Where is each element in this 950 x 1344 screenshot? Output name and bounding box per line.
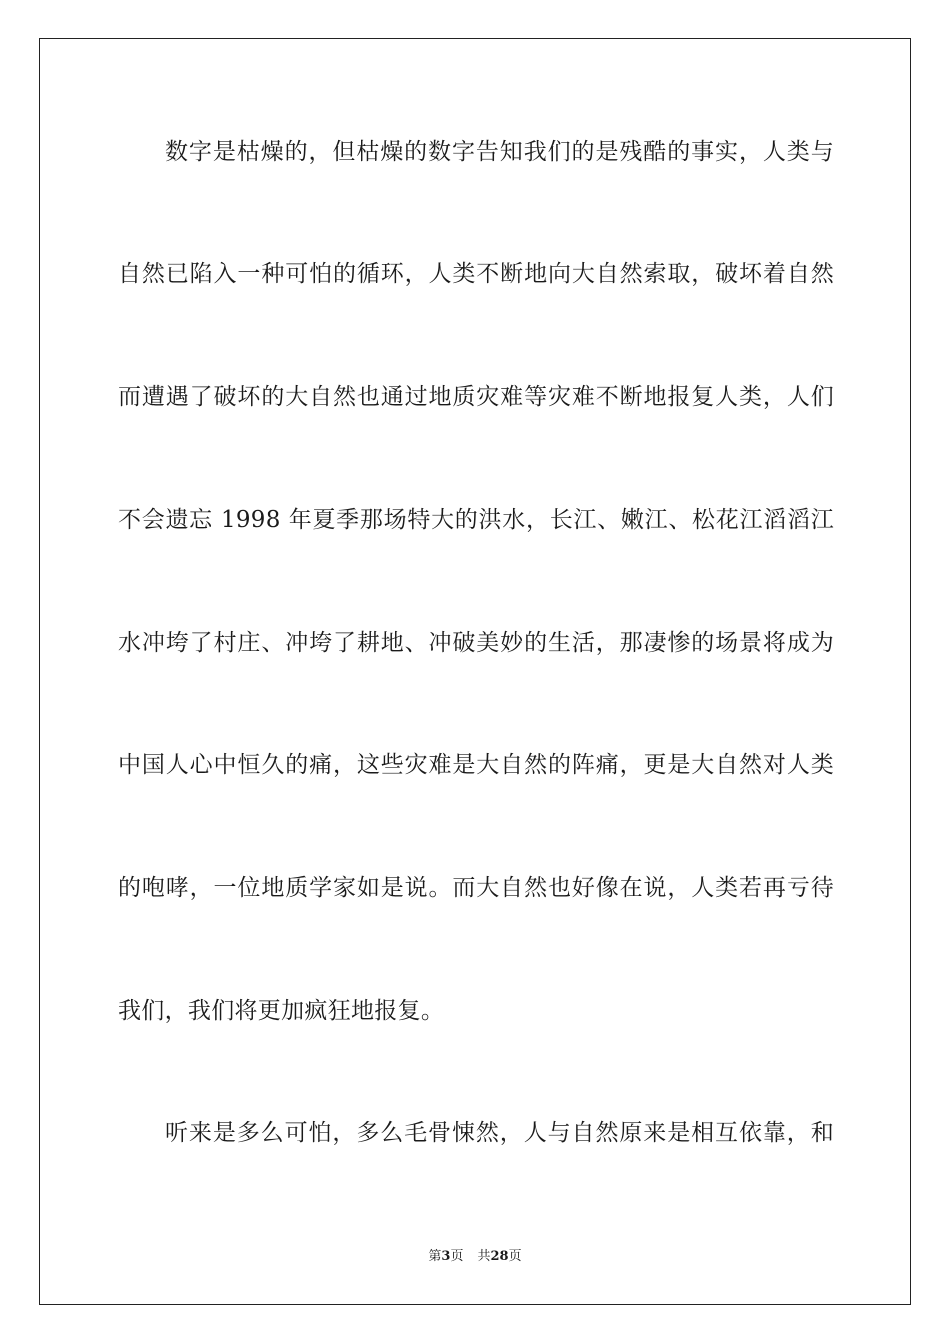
paragraph-1-line-8: 我们，我们将更加疯狂地报复。 — [118, 998, 445, 1024]
total-prefix: 共 — [477, 1249, 491, 1264]
page-footer — [0, 1248, 950, 1266]
paragraph-1-line-6: 中国人心中恒久的痛，这些灾难是大自然的阵痛，更是大自然对人类 — [118, 752, 834, 778]
paragraph-2-line-1: 听来是多么可怕，多么毛骨悚然，人与自然原来是相互依靠，和 — [165, 1120, 834, 1146]
paragraph-1-line-3: 而遭遇了破坏的大自然也通过地质灾难等灾难不断地报复人类，人们 — [118, 384, 834, 410]
paragraph-1-line-2: 自然已陷入一种可怕的循环，人类不断地向大自然索取，破坏着自然 — [118, 261, 834, 287]
total-pages: 28 — [490, 1249, 509, 1264]
paragraph-1-line-7: 的咆哮，一位地质学家如是说。而大自然也好像在说，人类若再亏待 — [118, 875, 834, 901]
page-number: 3 — [441, 1249, 451, 1264]
page-prefix: 第 — [428, 1249, 442, 1264]
paragraph-1-line-1: 数字是枯燥的，但枯燥的数字告知我们的是残酷的事实，人类与 — [165, 139, 834, 165]
page-suffix: 页 — [450, 1249, 464, 1264]
total-suffix: 页 — [508, 1249, 522, 1264]
paragraph-1-line-5: 水冲垮了村庄、冲垮了耕地、冲破美妙的生活，那凄惨的场景将成为 — [118, 630, 834, 656]
paragraph-1-line-4: 不会遗忘 1998 年夏季那场特大的洪水，长江、嫩江、松花江滔滔江 — [118, 507, 834, 533]
page-border — [39, 38, 911, 1305]
